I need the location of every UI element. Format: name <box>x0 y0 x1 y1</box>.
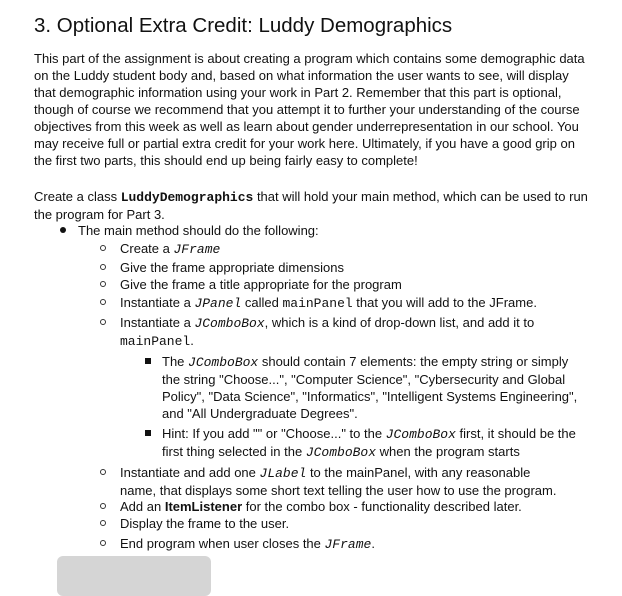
text: Hint: If you add "" or "Choose..." to the <box>162 426 386 441</box>
code: mainPanel <box>120 334 191 349</box>
code: JComboBox <box>385 427 456 442</box>
text: that you will add to the JFrame. <box>352 295 537 310</box>
bullet-circle-icon <box>100 503 106 509</box>
bullet-circle-icon <box>100 245 106 251</box>
code: JFrame <box>324 537 372 552</box>
text: Instantiate and add one <box>120 465 260 480</box>
code: mainPanel <box>282 296 353 311</box>
text: Instantiate a <box>120 295 195 310</box>
bullet-disc-icon <box>60 227 66 233</box>
text: Create a <box>120 241 174 256</box>
intro-paragraph: This part of the assignment is about creating a program which contains some demographic data on the Luddy student body and, based on what information the user wants to see, will display that demographic information using your work in Part 2. Remember that this part is optional, though of course we recommend that you attempt it to further your understanding of the course objectives from this week as well as learn about gender underrepresentation in our school. You may receive full or partial extra credit for your work here. Ultimately, if you have a good grip on the first two parts, this should end up being fairly easy to complete! <box>34 51 585 168</box>
step-jcombobox-cont <box>120 332 194 350</box>
code: JLabel <box>259 466 307 481</box>
text: when the program starts <box>376 444 520 459</box>
step-dimensions: Give the frame appropriate dimensions <box>120 260 345 275</box>
text: to the mainPanel, with any reasonable name, that displays some short text telling the user how to use the program. <box>120 465 557 498</box>
bullet-circle-icon <box>100 319 106 325</box>
text: first, it should be the first thing selected in the <box>162 426 576 459</box>
step-create-jframe <box>120 240 220 258</box>
step-jpanel <box>120 294 537 312</box>
text: should contain 7 elements: the empty string or simply the string "Choose...", "Computer Science", "Cybersecurity and Global Policy", "Data Science", "Informatics", "Intelligent Systems Engineering", and "All Undergraduate Degrees". <box>162 354 578 421</box>
text: Add an <box>120 499 165 514</box>
bullet-circle-icon <box>100 264 106 270</box>
gray-overlay-tab <box>57 556 211 596</box>
text: The <box>162 354 189 369</box>
bold-term: ItemListener <box>164 499 243 514</box>
section-heading: 3. Optional Extra Credit: Luddy Demographics <box>34 14 453 37</box>
code: JPanel <box>194 296 242 311</box>
bullet-square-icon <box>145 430 151 436</box>
step-jcombobox <box>120 314 534 332</box>
code: JComboBox <box>194 316 265 331</box>
text: . <box>190 333 194 348</box>
text: Instantiate a <box>120 315 195 330</box>
text: called <box>241 295 283 310</box>
step-itemlistener <box>120 498 522 515</box>
bullet-circle-icon <box>100 520 106 526</box>
code: JComboBox <box>188 355 259 370</box>
sub-combobox-elements <box>162 353 582 422</box>
code: JFrame <box>173 242 221 257</box>
bullet-circle-icon <box>100 299 106 305</box>
class-name: LuddyDemographics <box>120 190 254 205</box>
main-method-bullet: The main method should do the following: <box>78 223 319 238</box>
text: , which is a kind of drop-down list, and add it to <box>264 315 535 330</box>
create-class-paragraph <box>34 188 594 223</box>
text: . <box>371 536 375 551</box>
bullet-circle-icon <box>100 540 106 546</box>
text: that will hold your main method, which can be used to run the program for Part 3. <box>34 189 588 222</box>
step-jlabel <box>120 464 560 499</box>
code: JComboBox <box>305 445 377 460</box>
bullet-circle-icon <box>100 469 106 475</box>
text: End program when user closes the <box>120 536 325 551</box>
sub-hint <box>162 425 582 461</box>
text: Create a class <box>34 189 121 204</box>
text: for the combo box - functionality described later. <box>242 499 522 514</box>
step-display-frame: Display the frame to the user. <box>120 516 290 531</box>
bullet-circle-icon <box>100 281 106 287</box>
bullet-square-icon <box>145 358 151 364</box>
step-title: Give the frame a title appropriate for the program <box>120 277 402 292</box>
step-end-program <box>120 535 375 553</box>
